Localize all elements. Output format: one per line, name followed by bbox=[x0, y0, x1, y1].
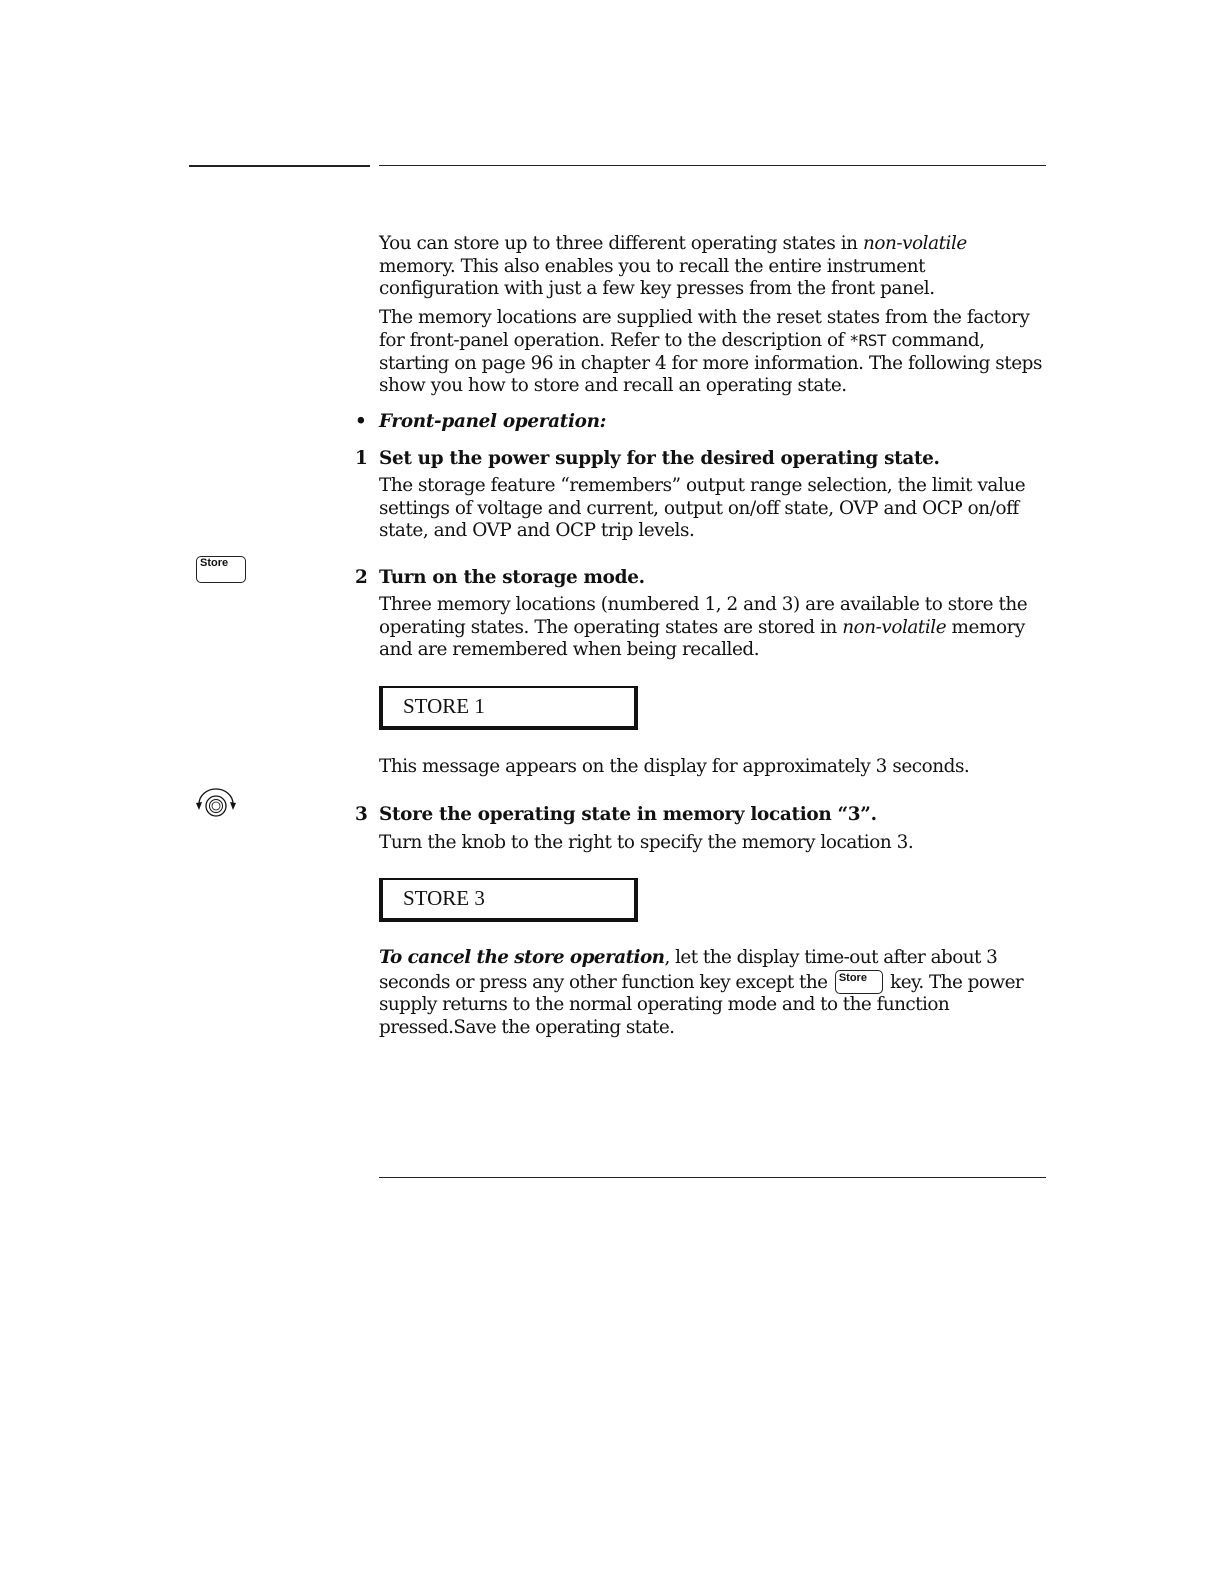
display-text: STORE 3 bbox=[403, 886, 485, 910]
step-body: Three memory locations (numbered 1, 2 and 3) are available to store the operating states. The operating states are stored in non-volatile memory and are remembered when being recalled. bbox=[379, 594, 1028, 661]
step-number: 1 bbox=[355, 448, 368, 469]
bullet-heading: Front-panel operation: bbox=[379, 411, 607, 432]
header-rule-right bbox=[379, 165, 1046, 166]
cancel-paragraph: To cancel the store operation, let the display time-out after about 3 seconds or press any other function key except the Store key. The power supply returns to the normal operating mode and to the function pressed.Save the operating state. bbox=[379, 947, 1024, 1039]
message-note: This message appears on the display for approximately 3 seconds. bbox=[379, 756, 970, 777]
step-body: The storage feature “remembers” output range selection, the limit value settings of voltage and current, output on/off state, OVP and OCP on/off state, and OVP and OCP trip levels. bbox=[379, 475, 1026, 542]
intro-paragraph-1: You can store up to three different operating states in non-volatile memory. This also enables you to recall the entire instrument configuration with just a few key presses from the front panel. bbox=[379, 233, 967, 300]
bullet-symbol: • bbox=[355, 411, 367, 432]
display-store-3 bbox=[379, 878, 638, 922]
step-number: 2 bbox=[355, 567, 368, 588]
step-number: 3 bbox=[355, 804, 368, 825]
step-body: Turn the knob to the right to specify the memory location 3. bbox=[379, 832, 914, 853]
intro-paragraph-2: The memory locations are supplied with the reset states from the factory for front-panel operation. Refer to the description of *RST command, starting on page 96 in chapter 4 for more information. The following steps show you how to store and recall an operating state. bbox=[379, 307, 1042, 397]
step-title: Store the operating state in memory location “3”. bbox=[379, 804, 877, 825]
step-title: Turn on the storage mode. bbox=[379, 567, 645, 588]
display-store-1 bbox=[379, 686, 638, 730]
rst-command: *RST bbox=[849, 330, 887, 350]
display-text: STORE 1 bbox=[403, 694, 485, 718]
intro-text bbox=[379, 233, 1043, 398]
knob-icon bbox=[194, 788, 240, 822]
store-key-icon: Store bbox=[835, 970, 883, 994]
header-rule-left bbox=[189, 165, 370, 167]
footer-rule bbox=[379, 1177, 1046, 1178]
store-key-icon: Store bbox=[196, 556, 246, 583]
step-title: Set up the power supply for the desired operating state. bbox=[379, 448, 940, 469]
cancel-heading: To cancel the store operation bbox=[379, 947, 665, 968]
